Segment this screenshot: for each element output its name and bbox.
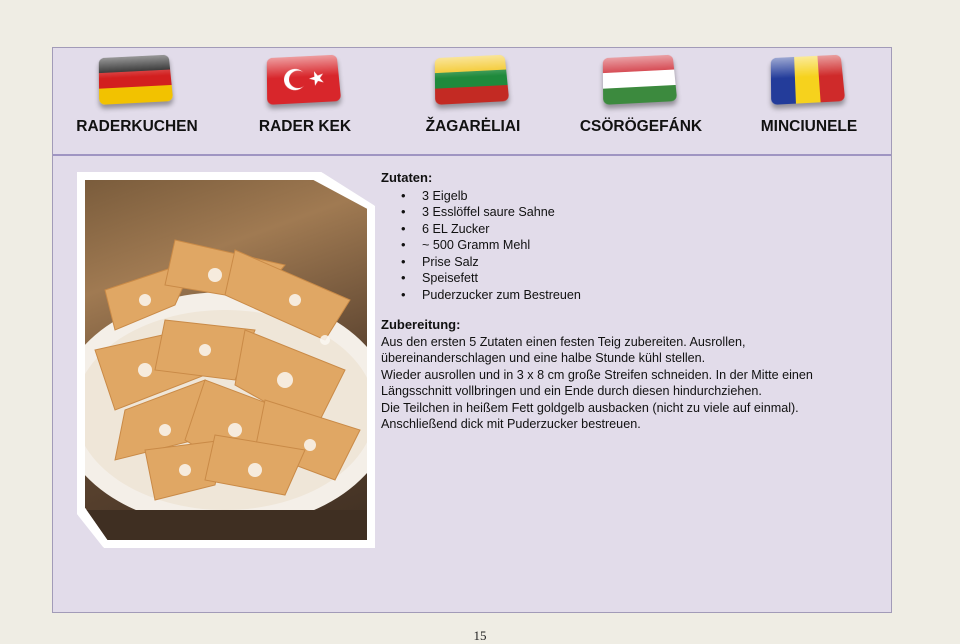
- romania-flag-icon: [771, 55, 845, 105]
- country-name-romania: MINCIUNELE: [760, 118, 858, 135]
- ingredient-item: • 3 Eigelb: [401, 188, 861, 205]
- country-lithuania: [389, 48, 557, 154]
- recipe-page: [52, 47, 892, 613]
- photo-frame: [77, 172, 375, 548]
- angel-wings-pastry-photo: [85, 180, 367, 540]
- hungary-flag-icon: [603, 55, 677, 105]
- ingredient-item: • 3 Esslöffel saure Sahne: [401, 204, 861, 221]
- turkey-flag-icon: [267, 55, 341, 105]
- country-name-hungary: CSÖRÖGEFÁNK: [579, 118, 703, 135]
- country-name-lithuania: ŽAGARĖLIAI: [425, 118, 521, 135]
- country-germany: [53, 48, 221, 154]
- country-name-germany: RADERKUCHEN: [76, 118, 198, 135]
- preparation-heading: Zubereitung:: [381, 317, 461, 332]
- germany-flag-icon: [99, 55, 173, 105]
- ingredient-item: • 6 EL Zucker: [401, 221, 861, 238]
- lithuania-flag-icon: [435, 55, 509, 105]
- country-romania: [725, 48, 893, 154]
- ingredient-item: • Speisefett: [401, 270, 861, 287]
- country-turkey: [221, 48, 389, 154]
- recipe-text: [381, 170, 861, 433]
- country-name-turkey: RADER KEK: [258, 118, 352, 135]
- page-number: 15: [473, 628, 487, 643]
- preparation-step: Anschließend dick mit Puderzucker bestreuen.: [381, 417, 641, 431]
- ingredients-list: [381, 188, 861, 304]
- preparation-step: Aus den ersten 5 Zutaten einen festen Teig zubereiten. Ausrollen, übereinanderschlagen und eine halbe Stunde kühl stellen.: [381, 334, 746, 365]
- preparation-step: Wieder ausrollen und in 3 x 8 cm große Streifen schneiden. In der Mitte einen Längsschnitt vollbringen und ein Ende durch diesen hindurchziehen.: [381, 367, 813, 398]
- country-hungary: [557, 48, 725, 154]
- ingredient-item: • Prise Salz: [401, 254, 861, 271]
- ingredient-item: • Puderzucker zum Bestreuen: [401, 287, 861, 304]
- ingredients-heading: Zutaten:: [381, 170, 433, 185]
- ingredient-item: • ~ 500 Gramm Mehl: [401, 237, 861, 254]
- header-divider: [53, 154, 891, 156]
- preparation-step: Die Teilchen in heißem Fett goldgelb ausbacken (nicht zu viele auf einmal).: [381, 400, 799, 415]
